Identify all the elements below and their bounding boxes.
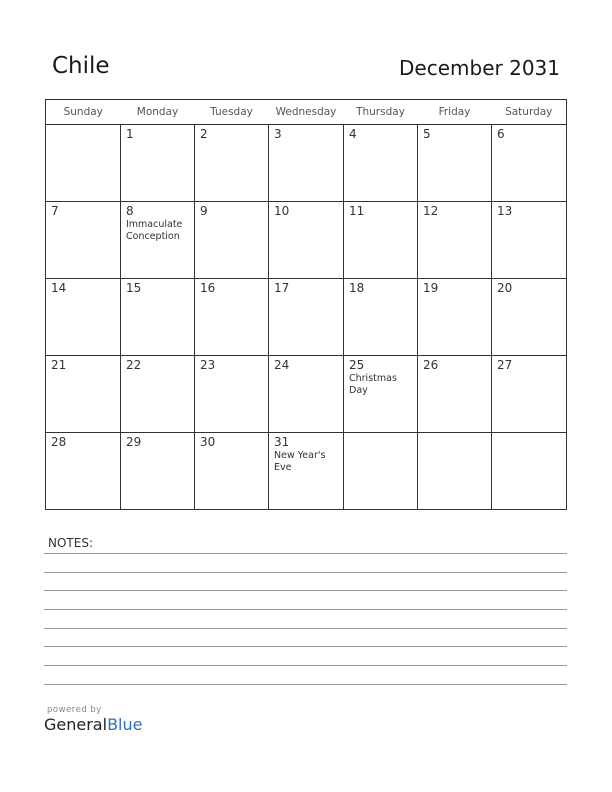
day-cell bbox=[418, 279, 492, 356]
day-cell bbox=[344, 125, 418, 202]
day-cell bbox=[46, 279, 121, 356]
day-number: 17 bbox=[274, 281, 290, 295]
day-cell bbox=[269, 202, 344, 279]
day-number: 25 bbox=[349, 358, 365, 372]
week-row-4 bbox=[46, 356, 567, 433]
day-cell bbox=[344, 202, 418, 279]
day-number: 28 bbox=[51, 435, 67, 449]
day-number: 19 bbox=[423, 281, 439, 295]
logo-text-general: General bbox=[44, 715, 108, 734]
day-cell bbox=[195, 125, 269, 202]
day-number: 18 bbox=[349, 281, 365, 295]
week-row-2 bbox=[46, 202, 567, 279]
day-number: 24 bbox=[274, 358, 290, 372]
week-row-3 bbox=[46, 279, 567, 356]
holiday-label: Christmas Day bbox=[349, 373, 397, 396]
weekday-saturday: Saturday bbox=[492, 100, 567, 125]
day-number: 12 bbox=[423, 204, 439, 218]
day-cell bbox=[492, 433, 567, 510]
day-number: 23 bbox=[200, 358, 216, 372]
day-cell bbox=[121, 433, 195, 510]
logo-text-blue: Blue bbox=[107, 715, 143, 734]
day-number: 14 bbox=[51, 281, 67, 295]
week-row-1 bbox=[46, 125, 567, 202]
day-cell bbox=[492, 279, 567, 356]
note-line bbox=[44, 628, 567, 629]
day-cell bbox=[46, 125, 121, 202]
day-cell bbox=[269, 125, 344, 202]
day-number: 26 bbox=[423, 358, 439, 372]
note-line bbox=[44, 572, 567, 573]
day-number: 20 bbox=[497, 281, 513, 295]
day-number: 5 bbox=[423, 127, 431, 141]
day-number: 13 bbox=[497, 204, 513, 218]
day-cell bbox=[195, 356, 269, 433]
day-cell bbox=[121, 279, 195, 356]
weekday-sunday: Sunday bbox=[46, 100, 121, 125]
powered-by-label: powered by bbox=[47, 705, 102, 715]
day-cell bbox=[492, 125, 567, 202]
calendar-month-year: December 2031 bbox=[399, 56, 560, 80]
day-number: 10 bbox=[274, 204, 290, 218]
day-number: 21 bbox=[51, 358, 67, 372]
note-line bbox=[44, 665, 567, 666]
day-cell bbox=[46, 202, 121, 279]
calendar-grid bbox=[45, 99, 567, 510]
weekday-monday: Monday bbox=[121, 100, 195, 125]
day-cell bbox=[492, 202, 567, 279]
day-cell bbox=[418, 202, 492, 279]
day-number: 15 bbox=[126, 281, 142, 295]
weekday-tuesday: Tuesday bbox=[195, 100, 269, 125]
day-cell bbox=[195, 433, 269, 510]
day-number: 22 bbox=[126, 358, 142, 372]
note-line bbox=[44, 646, 567, 647]
day-cell bbox=[46, 433, 121, 510]
day-number: 11 bbox=[349, 204, 365, 218]
weekday-thursday: Thursday bbox=[344, 100, 418, 125]
day-cell bbox=[344, 433, 418, 510]
day-number: 29 bbox=[126, 435, 142, 449]
day-cell bbox=[418, 125, 492, 202]
day-cell bbox=[121, 125, 195, 202]
day-cell bbox=[195, 202, 269, 279]
day-number: 8 bbox=[126, 204, 134, 218]
day-number: 1 bbox=[126, 127, 134, 141]
note-line bbox=[44, 590, 567, 591]
notes-label: NOTES: bbox=[48, 536, 93, 550]
weekday-wednesday: Wednesday bbox=[269, 100, 344, 125]
day-cell bbox=[195, 279, 269, 356]
day-number: 30 bbox=[200, 435, 216, 449]
day-number: 4 bbox=[349, 127, 357, 141]
holiday-label: New Year's Eve bbox=[274, 450, 326, 473]
week-row-5 bbox=[46, 433, 567, 510]
calendar-country: Chile bbox=[52, 53, 110, 79]
day-cell bbox=[418, 356, 492, 433]
day-cell bbox=[121, 202, 195, 279]
note-line bbox=[44, 609, 567, 610]
day-number: 2 bbox=[200, 127, 208, 141]
generalblue-logo[interactable] bbox=[44, 717, 142, 733]
day-cell bbox=[46, 356, 121, 433]
day-cell bbox=[269, 356, 344, 433]
day-cell bbox=[121, 356, 195, 433]
day-number: 7 bbox=[51, 204, 59, 218]
day-cell bbox=[269, 279, 344, 356]
day-number: 9 bbox=[200, 204, 208, 218]
day-cell bbox=[492, 356, 567, 433]
day-number: 27 bbox=[497, 358, 513, 372]
day-number: 6 bbox=[497, 127, 505, 141]
day-cell bbox=[269, 433, 344, 510]
holiday-label: Immaculate Conception bbox=[126, 219, 183, 242]
weekday-friday: Friday bbox=[418, 100, 492, 125]
day-number: 16 bbox=[200, 281, 216, 295]
day-cell bbox=[344, 356, 418, 433]
day-cell bbox=[344, 279, 418, 356]
day-cell bbox=[418, 433, 492, 510]
weekday-header-row bbox=[46, 100, 567, 125]
day-number: 3 bbox=[274, 127, 282, 141]
note-line bbox=[44, 553, 567, 554]
note-line bbox=[44, 684, 567, 685]
day-number: 31 bbox=[274, 435, 290, 449]
